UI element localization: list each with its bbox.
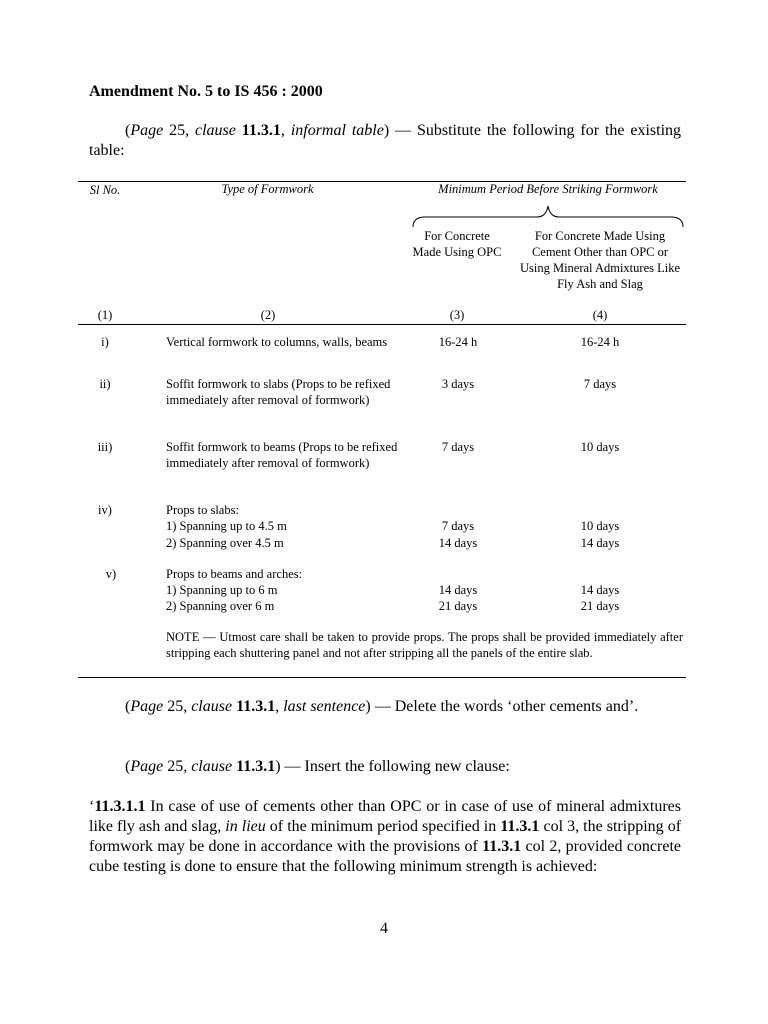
row-col3: 14 days: [438, 536, 478, 550]
row-type: Vertical formwork to columns, walls, beams: [166, 335, 388, 349]
row-sl: ii): [99, 377, 111, 391]
col-number-1: (1): [97, 308, 113, 322]
table-bottom-rule: [78, 677, 686, 678]
row-col4: 7 days: [583, 377, 617, 391]
row-col4: 16-24 h: [580, 335, 620, 349]
row-col4: 10 days: [580, 519, 620, 533]
row-type: Props to slabs:: [166, 503, 239, 517]
amendment-paragraph-1: (Page 25, clause 11.3.1, informal table) — Substitute the following for the existing table:: [89, 122, 682, 159]
row-sub-type: 2) Spanning over 4.5 m: [166, 536, 284, 550]
row-sub-type: 1) Spanning up to 4.5 m: [166, 519, 287, 533]
amendment-paragraph-2: (Page 25, clause 11.3.1, last sentence) — Delete the words ‘other cements and’.: [125, 698, 639, 715]
new-clause-paragraph: ‘11.3.1.1 In case of use of cements other than OPC or in case of use of mineral admixtures like fly ash and slag, in lieu of the minimum period specified in 11.3.1 col 3, the stripping of formwork may be done in accordance with the provisions of 11.3.1 col 2, provided concrete cube testing is done to ensure that the following minimum strength is achieved:: [89, 798, 682, 875]
row-col4: 14 days: [580, 536, 620, 550]
row-col4: 14 days: [580, 583, 620, 597]
row-sl: iii): [97, 440, 113, 454]
header-brace: [411, 203, 685, 229]
header-col3: For Concrete Made Using OPC: [412, 229, 502, 259]
col-number-2: (2): [260, 308, 276, 322]
row-col3: 7 days: [441, 440, 475, 454]
table-note: NOTE — Utmost care shall be taken to provide props. The props shall be provided immediately after stripping each shuttering panel and not after stripping all the panels of the entire slab.: [166, 630, 683, 660]
header-col4: For Concrete Made Using Cement Other than OPC or Using Mineral Admixtures Like Fly Ash and Slag: [519, 229, 681, 291]
header-sl-no: Sl No.: [89, 183, 121, 197]
header-minimum-period: Minimum Period Before Striking Formwork: [438, 182, 658, 196]
col-number-3: (3): [449, 308, 465, 322]
row-sl: i): [101, 335, 109, 349]
row-col3: 14 days: [438, 583, 478, 597]
row-sl: iv): [98, 503, 112, 517]
row-col3: 3 days: [441, 377, 475, 391]
page-number: 4: [380, 920, 388, 937]
row-type: Soffit formwork to slabs (Props to be refixed immediately after removal of formwork): [166, 377, 391, 407]
row-col3: 21 days: [438, 599, 478, 613]
row-col4: 21 days: [580, 599, 620, 613]
row-sub-type: 2) Spanning over 6 m: [166, 599, 275, 613]
table-header-rule: [78, 324, 686, 325]
row-col3: 16-24 h: [438, 335, 478, 349]
row-col4: 10 days: [580, 440, 620, 454]
page-title: Amendment No. 5 to IS 456 : 2000: [89, 83, 323, 100]
col-number-4: (4): [592, 308, 608, 322]
row-type: Props to beams and arches:: [166, 567, 303, 581]
row-col3: 7 days: [441, 519, 475, 533]
row-sub-type: 1) Spanning up to 6 m: [166, 583, 278, 597]
row-type: Soffit formwork to beams (Props to be refixed immediately after removal of formwork): [166, 440, 398, 470]
header-type-of-formwork: Type of Formwork: [221, 182, 314, 196]
amendment-paragraph-3: (Page 25, clause 11.3.1) — Insert the following new clause:: [125, 758, 510, 775]
row-sl: v): [105, 567, 117, 581]
